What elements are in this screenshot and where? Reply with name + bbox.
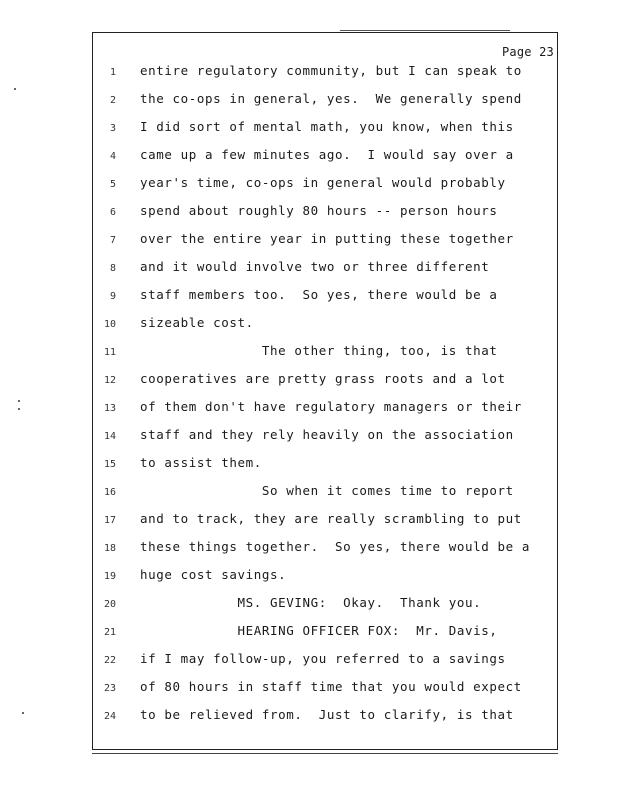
- line-text: the co-ops in general, yes. We generally spend: [140, 91, 522, 106]
- scan-speck: [18, 408, 20, 410]
- line-number: 4: [109, 151, 116, 162]
- transcript-line: [92, 704, 558, 732]
- line-text: and to track, they are really scrambling to put: [140, 511, 522, 526]
- transcript-line: [92, 396, 558, 424]
- transcript-line: [92, 620, 558, 648]
- line-number: 14: [103, 431, 116, 442]
- line-text: these things together. So yes, there would be a: [140, 539, 531, 554]
- line-text: HEARING OFFICER FOX: Mr. Davis,: [140, 623, 498, 638]
- line-text: spend about roughly 80 hours -- person hours: [140, 203, 498, 218]
- transcript-line: [92, 228, 558, 256]
- transcript-line: [92, 368, 558, 396]
- line-number: 5: [109, 179, 116, 190]
- line-text: So when it comes time to report: [140, 483, 514, 498]
- line-text: came up a few minutes ago. I would say over a: [140, 147, 514, 162]
- line-number: 6: [109, 207, 116, 218]
- transcript-line: [92, 452, 558, 480]
- transcript-body: [92, 60, 558, 732]
- transcript-line: [92, 592, 558, 620]
- transcript-line: [92, 256, 558, 284]
- transcript-line: [92, 88, 558, 116]
- transcript-line: [92, 116, 558, 144]
- line-number: 10: [103, 319, 116, 330]
- transcript-line: [92, 284, 558, 312]
- transcript-line: [92, 144, 558, 172]
- line-text: sizeable cost.: [140, 315, 254, 330]
- line-number: 20: [103, 599, 116, 610]
- line-text: to be relieved from. Just to clarify, is that: [140, 707, 514, 722]
- line-text: of 80 hours in staff time that you would expect: [140, 679, 522, 694]
- line-number: 24: [103, 711, 116, 722]
- transcript-line: [92, 480, 558, 508]
- line-text: if I may follow-up, you referred to a savings: [140, 651, 506, 666]
- line-text: MS. GEVING: Okay. Thank you.: [140, 595, 482, 610]
- line-number: 1: [109, 67, 116, 78]
- transcript-line: [92, 648, 558, 676]
- scan-speck: [18, 400, 20, 402]
- scan-speck: [22, 712, 24, 714]
- line-number: 21: [103, 627, 116, 638]
- line-number: 22: [103, 655, 116, 666]
- line-text: to assist them.: [140, 455, 262, 470]
- line-number: 13: [103, 403, 116, 414]
- top-rule: [340, 30, 510, 31]
- scan-speck: [14, 88, 16, 90]
- transcript-line: [92, 312, 558, 340]
- page-number: Page 23: [502, 45, 554, 59]
- line-number: 8: [109, 263, 116, 274]
- line-number: 2: [109, 95, 116, 106]
- transcript-line: [92, 508, 558, 536]
- line-number: 12: [103, 375, 116, 386]
- line-number: 23: [103, 683, 116, 694]
- line-text: staff and they rely heavily on the association: [140, 427, 514, 442]
- line-text: of them don't have regulatory managers or their: [140, 399, 522, 414]
- line-number: 7: [109, 235, 116, 246]
- line-number: 15: [103, 459, 116, 470]
- line-number: 17: [103, 515, 116, 526]
- line-number: 9: [109, 291, 116, 302]
- line-number: 18: [103, 543, 116, 554]
- transcript-line: [92, 172, 558, 200]
- transcript-line: [92, 536, 558, 564]
- transcript-line: [92, 340, 558, 368]
- line-text: staff members too. So yes, there would be a: [140, 287, 498, 302]
- line-number: 3: [109, 123, 116, 134]
- transcript-line: [92, 564, 558, 592]
- line-text: entire regulatory community, but I can speak to: [140, 63, 522, 78]
- transcript-line: [92, 60, 558, 88]
- line-text: I did sort of mental math, you know, when this: [140, 119, 514, 134]
- bottom-rule: [92, 753, 558, 754]
- transcript-line: [92, 200, 558, 228]
- transcript-line: [92, 424, 558, 452]
- line-text: cooperatives are pretty grass roots and a lot: [140, 371, 506, 386]
- transcript-line: [92, 676, 558, 704]
- line-text: year's time, co-ops in general would probably: [140, 175, 506, 190]
- line-text: huge cost savings.: [140, 567, 287, 582]
- line-text: over the entire year in putting these together: [140, 231, 514, 246]
- line-number: 11: [103, 347, 116, 358]
- line-text: and it would involve two or three different: [140, 259, 490, 274]
- line-text: The other thing, too, is that: [140, 343, 498, 358]
- line-number: 19: [103, 571, 116, 582]
- line-number: 16: [103, 487, 116, 498]
